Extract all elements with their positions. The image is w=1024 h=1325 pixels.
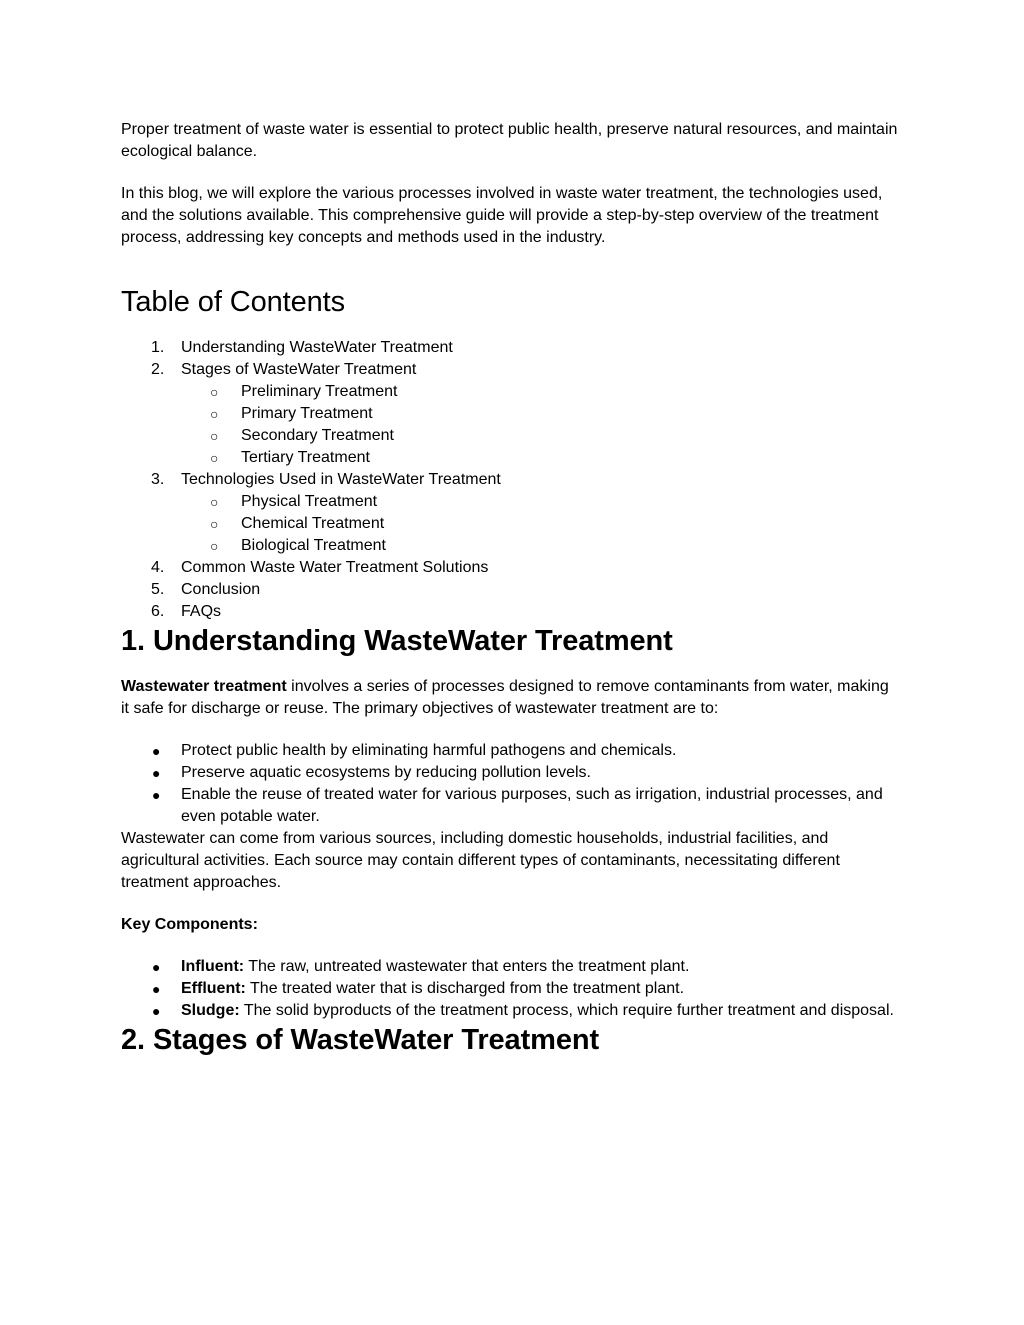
table-of-contents bbox=[121, 337, 901, 623]
toc-number: 4. bbox=[151, 559, 165, 576]
toc-heading: Table of Contents bbox=[121, 286, 345, 318]
component-item bbox=[121, 1000, 901, 1022]
key-components-list bbox=[121, 956, 901, 1022]
toc-sublabel: Primary Treatment bbox=[241, 405, 373, 422]
toc-subitem bbox=[121, 513, 901, 535]
intro-paragraph-1: Proper treatment of waste water is essential to protect public health, preserve natural resources, and maintain ecological balance. bbox=[121, 121, 898, 160]
toc-item bbox=[121, 359, 901, 381]
toc-number: 3. bbox=[151, 471, 165, 488]
bullet-icon: ● bbox=[152, 765, 161, 781]
toc-subitem bbox=[121, 447, 901, 469]
component-term: Influent: bbox=[181, 958, 245, 975]
toc-label: Understanding WasteWater Treatment bbox=[181, 339, 453, 356]
toc-item bbox=[121, 337, 901, 359]
objective-text: Enable the reuse of treated water for various purposes, such as irrigation, industrial processes, and even potable water. bbox=[181, 786, 883, 825]
bullet-icon: ● bbox=[152, 981, 161, 997]
toc-label: Conclusion bbox=[181, 581, 261, 598]
objectives-list bbox=[121, 740, 901, 828]
toc-label: Technologies Used in WasteWater Treatment bbox=[181, 471, 501, 488]
toc-item bbox=[121, 469, 901, 491]
component-desc: The treated water that is discharged from the treatment plant. bbox=[245, 980, 685, 997]
objective-item bbox=[121, 762, 901, 784]
section-1-paragraph-1 bbox=[121, 676, 901, 720]
objective-item bbox=[121, 740, 901, 762]
toc-subitem bbox=[121, 425, 901, 447]
circle-bullet-icon: ○ bbox=[210, 450, 219, 466]
objective-text: Protect public health by eliminating harmful pathogens and chemicals. bbox=[181, 742, 677, 759]
circle-bullet-icon: ○ bbox=[210, 494, 219, 510]
toc-number: 5. bbox=[151, 581, 165, 598]
component-term: Effluent: bbox=[181, 980, 246, 997]
circle-bullet-icon: ○ bbox=[210, 406, 219, 422]
wastewater-treatment-term: Wastewater treatment bbox=[121, 678, 287, 695]
toc-sublabel: Secondary Treatment bbox=[241, 427, 394, 444]
toc-sublabel: Biological Treatment bbox=[241, 537, 386, 554]
component-term: Sludge: bbox=[181, 1002, 240, 1019]
component-desc: The solid byproducts of the treatment process, which require further treatment and disposal. bbox=[239, 1002, 894, 1019]
toc-subitem bbox=[121, 491, 901, 513]
toc-subitem bbox=[121, 381, 901, 403]
circle-bullet-icon: ○ bbox=[210, 384, 219, 400]
toc-label: FAQs bbox=[181, 603, 222, 620]
document-page bbox=[121, 119, 901, 1058]
toc-label: Common Waste Water Treatment Solutions bbox=[181, 559, 489, 576]
toc-subitem bbox=[121, 535, 901, 557]
intro-paragraph-2: In this blog, we will explore the various processes involved in waste water treatment, the technologies used, and the solutions available. This comprehensive guide will provide a step-by-step overview of the treatment process, addressing key concepts and methods used in the industry. bbox=[121, 185, 883, 246]
toc-sublabel: Physical Treatment bbox=[241, 493, 378, 510]
toc-label: Stages of WasteWater Treatment bbox=[181, 361, 417, 378]
circle-bullet-icon: ○ bbox=[210, 428, 219, 444]
section-1-paragraph-2: Wastewater can come from various sources, including domestic households, industrial facilities, and agricultural activities. Each source may contain different types of contaminants, necessitating different treatment approaches. bbox=[121, 830, 840, 891]
section-2-heading: 2. Stages of WasteWater Treatment bbox=[121, 1024, 600, 1056]
circle-bullet-icon: ○ bbox=[210, 516, 219, 532]
toc-item bbox=[121, 579, 901, 601]
bullet-icon: ● bbox=[152, 787, 161, 803]
section-1-paragraph-1-text: involves a series of processes designed to remove contaminants from water, making it safe for discharge or reuse. The primary objectives of wastewater treatment are to: bbox=[121, 678, 889, 717]
circle-bullet-icon: ○ bbox=[210, 538, 219, 554]
toc-number: 6. bbox=[151, 603, 165, 620]
section-1-heading: 1. Understanding WasteWater Treatment bbox=[121, 625, 673, 657]
toc-number: 2. bbox=[151, 361, 165, 378]
toc-number: 1. bbox=[151, 339, 165, 356]
objective-item bbox=[121, 784, 901, 828]
toc-item bbox=[121, 557, 901, 579]
component-item bbox=[121, 978, 901, 1000]
component-item bbox=[121, 956, 901, 978]
toc-item bbox=[121, 601, 901, 623]
toc-sublabel: Preliminary Treatment bbox=[241, 383, 398, 400]
toc-subitem bbox=[121, 403, 901, 425]
bullet-icon: ● bbox=[152, 743, 161, 759]
key-components-heading: Key Components: bbox=[121, 916, 258, 933]
toc-sublabel: Chemical Treatment bbox=[241, 515, 385, 532]
bullet-icon: ● bbox=[152, 1003, 161, 1019]
objective-text: Preserve aquatic ecosystems by reducing pollution levels. bbox=[181, 764, 591, 781]
toc-sublabel: Tertiary Treatment bbox=[241, 449, 370, 466]
bullet-icon: ● bbox=[152, 959, 161, 975]
component-desc: The raw, untreated wastewater that enters the treatment plant. bbox=[244, 958, 690, 975]
